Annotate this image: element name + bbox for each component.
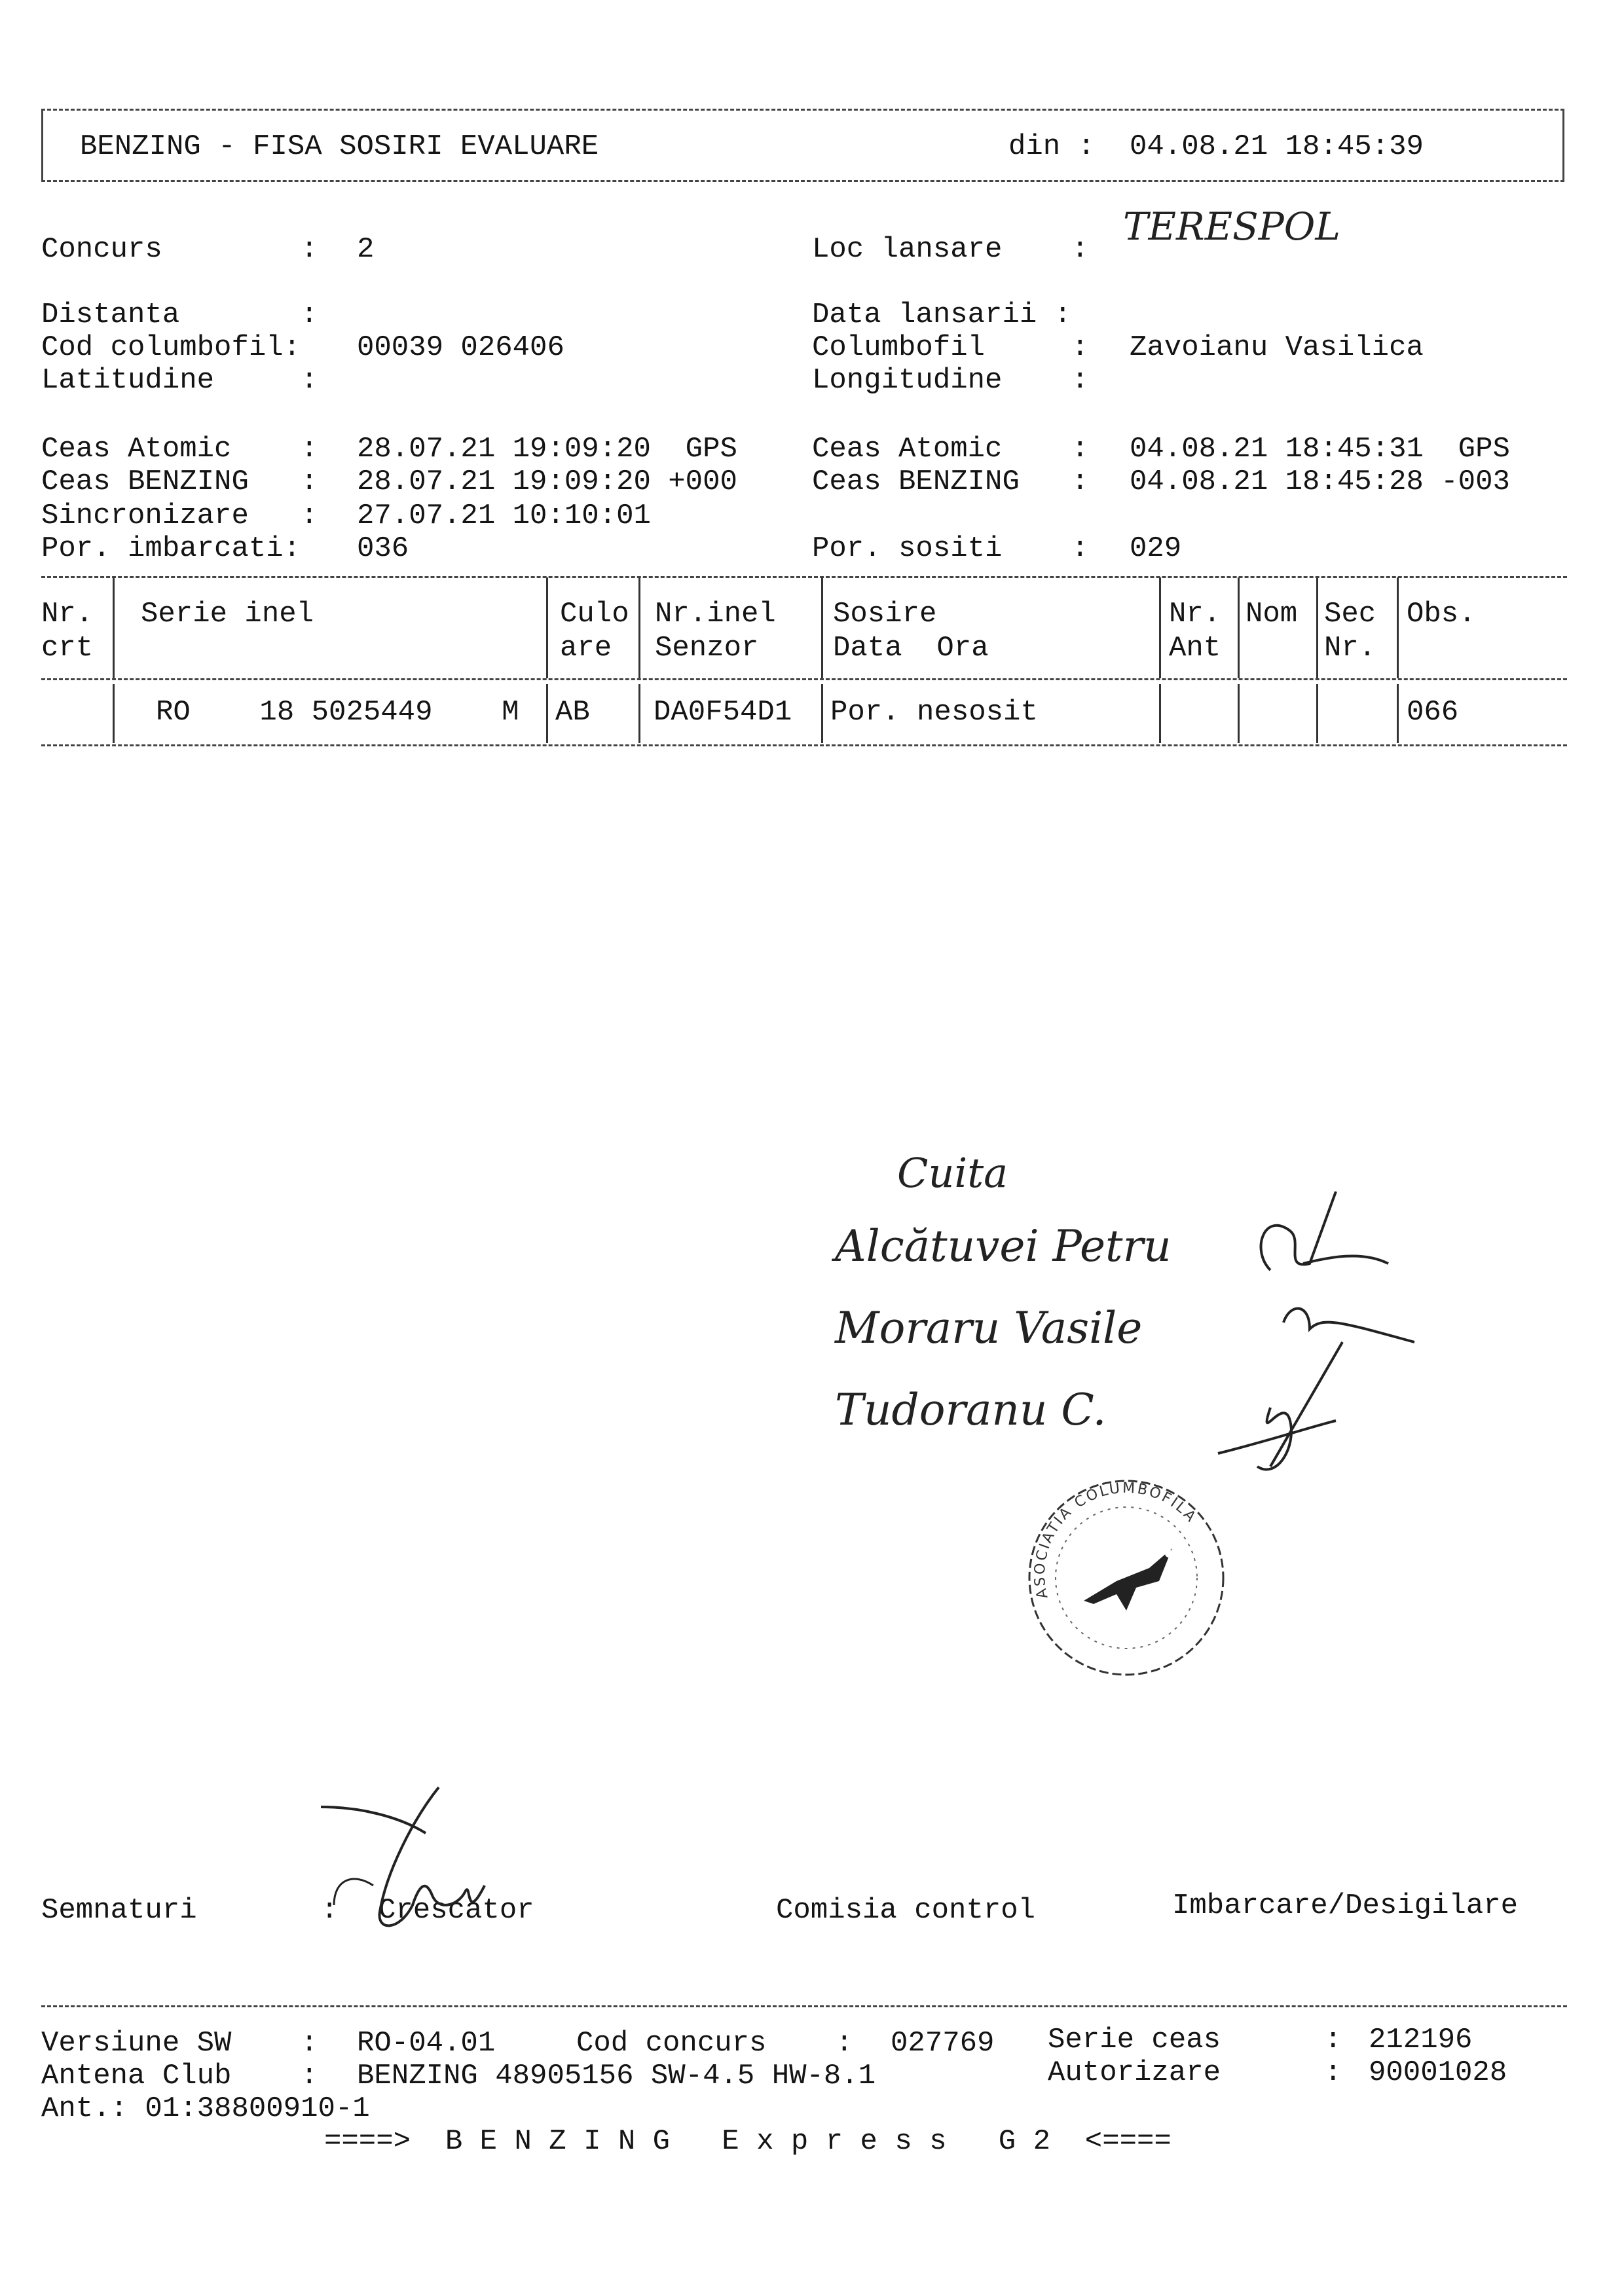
imbarcare-label: Imbarcare/Desigilare bbox=[1172, 1889, 1519, 1922]
crescator-label: Crescator bbox=[378, 1894, 534, 1927]
cod-concurs-value: 027769 bbox=[891, 2027, 995, 2060]
ceas-atomic-arrival-label: Ceas Atomic : bbox=[812, 433, 1089, 465]
handwritten-line: Alcătuvei Petru bbox=[835, 1221, 1172, 1271]
longitudine-label: Longitudine : bbox=[812, 364, 1089, 397]
por-sositi-label: Por. sositi : bbox=[812, 532, 1089, 565]
sincronizare-label: Sincronizare : bbox=[41, 500, 318, 532]
serie-ceas-value: 212196 bbox=[1369, 2024, 1473, 2056]
sincronizare-value: 27.07.21 10:10:01 bbox=[357, 500, 651, 532]
col-sep bbox=[1238, 684, 1240, 743]
col-sep bbox=[1316, 577, 1318, 678]
autorizare-label: Autorizare : bbox=[1048, 2056, 1342, 2089]
row-culoare: AB bbox=[555, 696, 590, 729]
ceas-benzing-value: 28.07.21 19:09:20 +000 bbox=[357, 465, 737, 498]
ceas-atomic-arrival-value: 04.08.21 18:45:31 GPS bbox=[1130, 433, 1510, 465]
header-serie-inel: Serie inel bbox=[141, 598, 314, 630]
header-sec-nr: Sec Nr. bbox=[1324, 598, 1376, 665]
col-sep bbox=[113, 577, 115, 678]
ceas-benzing-arrival-value: 04.08.21 18:45:28 -003 bbox=[1130, 465, 1510, 498]
header-nr-crt: Nr. crt bbox=[41, 598, 94, 665]
antena-label: Antena Club : bbox=[41, 2060, 318, 2092]
header-date: 04.08.21 18:45:39 bbox=[1130, 130, 1424, 163]
table-top-rule bbox=[41, 576, 1567, 578]
col-sep bbox=[821, 684, 823, 743]
data-lansarii-label: Data lansarii : bbox=[812, 299, 1072, 331]
col-sep bbox=[638, 577, 640, 678]
serie-ceas-label: Serie ceas : bbox=[1048, 2024, 1342, 2056]
crescator-signature-icon bbox=[308, 1781, 517, 1951]
col-sep bbox=[113, 684, 115, 743]
col-sep bbox=[1316, 684, 1318, 743]
brand-banner: ====> B E N Z I N G E x p r e s s G 2 <==== bbox=[324, 2125, 1172, 2158]
loc-lansare-label: Loc lansare : bbox=[812, 233, 1089, 266]
row-sosire: Por. nesosit bbox=[830, 696, 1038, 729]
col-sep bbox=[821, 577, 823, 678]
semnaturi-colon: : bbox=[321, 1894, 339, 1927]
por-imbarcati-value: 036 bbox=[357, 532, 409, 565]
concurs-value: 2 bbox=[357, 233, 375, 266]
concurs-label: Concurs : bbox=[41, 233, 318, 266]
stamp-text: ASOCIATIA COLUMBOFILA bbox=[1031, 1480, 1200, 1601]
handwritten-line: Moraru Vasile bbox=[835, 1303, 1143, 1353]
antenna-id: Ant.: 01:38800910-1 bbox=[41, 2092, 370, 2125]
col-sep bbox=[1397, 684, 1399, 743]
header-sosire: Sosire Data Ora bbox=[833, 598, 989, 665]
semnaturi-label: Semnaturi bbox=[41, 1894, 197, 1927]
loc-lansare-value: TERESPOL bbox=[1123, 204, 1340, 249]
col-sep bbox=[546, 577, 548, 678]
col-sep bbox=[546, 684, 548, 743]
por-sositi-value: 029 bbox=[1130, 532, 1182, 565]
header-nom: Nom bbox=[1246, 598, 1298, 630]
col-sep bbox=[1159, 577, 1161, 678]
header-nr-inel: Nr.inel Senzor bbox=[655, 598, 776, 665]
col-sep bbox=[638, 684, 640, 743]
page-title: BENZING - FISA SOSIRI EVALUARE bbox=[80, 130, 599, 163]
footer-rule bbox=[41, 2005, 1567, 2007]
header-obs: Obs. bbox=[1407, 598, 1476, 630]
header-din-label: din : bbox=[1008, 130, 1096, 163]
cod-columbofil-label: Cod columbofil: bbox=[41, 331, 301, 364]
versiune-value: RO-04.01 bbox=[357, 2027, 496, 2060]
col-sep bbox=[1397, 577, 1399, 678]
comisia-control-label: Comisia control bbox=[776, 1894, 1036, 1927]
row-serie-inel: RO 18 5025449 M bbox=[156, 696, 519, 729]
association-stamp-icon bbox=[1018, 1470, 1234, 1686]
por-imbarcati-label: Por. imbarcati: bbox=[41, 532, 301, 565]
handwritten-line: Cuita bbox=[897, 1149, 1008, 1197]
columbofil-value: Zavoianu Vasilica bbox=[1130, 331, 1424, 364]
col-sep bbox=[1159, 684, 1161, 743]
cod-columbofil-value: 00039 026406 bbox=[357, 331, 564, 364]
ceas-benzing-arrival-label: Ceas BENZING : bbox=[812, 465, 1089, 498]
latitudine-label: Latitudine : bbox=[41, 364, 318, 397]
header-culoare: Culo are bbox=[560, 598, 629, 665]
handwritten-line: Tudoranu C. bbox=[835, 1385, 1107, 1435]
ceas-benzing-label: Ceas BENZING : bbox=[41, 465, 318, 498]
versiune-label: Versiune SW : bbox=[41, 2027, 318, 2060]
distanta-label: Distanta : bbox=[41, 299, 318, 331]
row-obs: 066 bbox=[1407, 696, 1459, 729]
table-header-rule bbox=[41, 678, 1567, 680]
columbofil-label: Columbofil : bbox=[812, 331, 1089, 364]
table-bottom-rule bbox=[41, 744, 1567, 746]
col-sep bbox=[1238, 577, 1240, 678]
header-nr-ant: Nr. Ant bbox=[1169, 598, 1221, 665]
row-nr-inel: DA0F54D1 bbox=[654, 696, 792, 729]
ceas-atomic-label: Ceas Atomic : bbox=[41, 433, 318, 465]
signature-scribble-icon bbox=[1231, 1172, 1441, 1486]
antena-value: BENZING 48905156 SW-4.5 HW-8.1 bbox=[357, 2060, 876, 2092]
cod-concurs-label: Cod concurs : bbox=[576, 2027, 853, 2060]
autorizare-value: 90001028 bbox=[1369, 2056, 1507, 2089]
ceas-atomic-value: 28.07.21 19:09:20 GPS bbox=[357, 433, 737, 465]
